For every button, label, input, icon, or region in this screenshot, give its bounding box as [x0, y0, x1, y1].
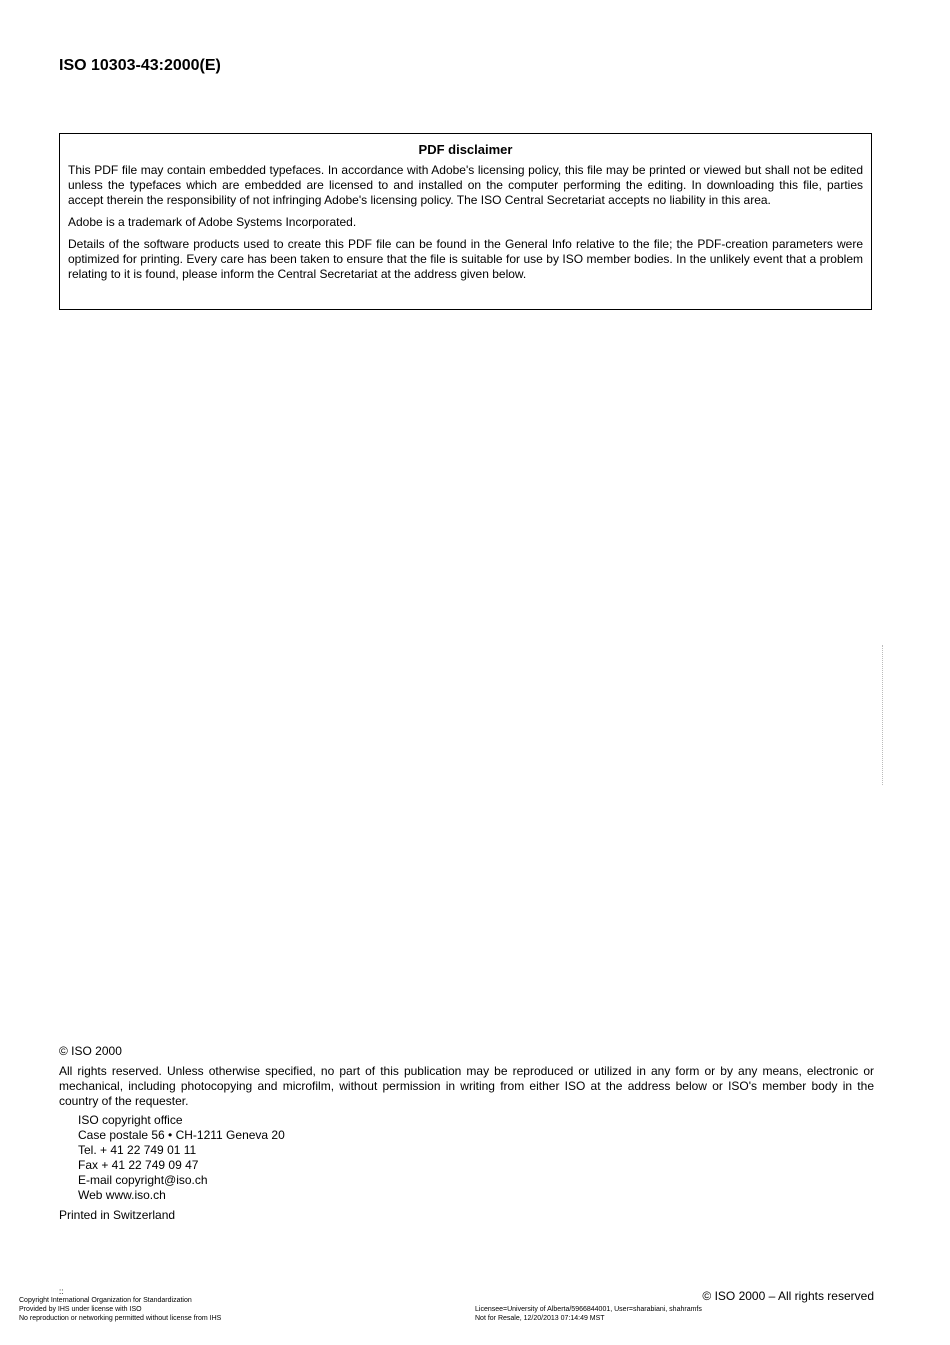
footer-left-line: Copyright International Organization for Standardization: [19, 1297, 192, 1304]
office-fax: Fax + 41 22 749 09 47: [78, 1158, 199, 1172]
printed-location: Printed in Switzerland: [59, 1208, 176, 1222]
side-margin-mark: [882, 645, 886, 785]
footer-left-line: No reproduction or networking permitted without license from IHS: [19, 1315, 222, 1322]
rights-statement: All rights reserved. Unless otherwise specified, no part of this publication may be reproduced or utilized in any form or by any means, electronic or mechanical, including photocopying and microfilm, without permission in writing from either ISO at the address below or ISO's member body in the country of the requester.: [59, 1064, 874, 1108]
footer-licensee: [475, 1305, 702, 1323]
pdf-disclaimer-box: [59, 133, 872, 310]
footer-center-line: Not for Resale, 12/20/2013 07:14:49 MST: [475, 1315, 605, 1322]
disclaimer-paragraph: Details of the software products used to create this PDF file can be found in the General Info relative to the file; the PDF-creation parameters were optimized for printing. Every care has been taken to ensure that the file is suitable for use by ISO member bodies. In the unlikely event that a problem relating to it is found, please inform the Central Secretariat at the address given below.: [68, 237, 863, 281]
office-postal: Case postale 56 • CH-1211 Geneva 20: [78, 1128, 285, 1142]
disclaimer-paragraph: This PDF file may contain embedded typefaces. In accordance with Adobe's licensing policy, this file may be printed or viewed but shall not be edited unless the typefaces which are embedded are licensed to and installed on the computer performing the editing. In downloading this file, parties accept therein the responsibility of not infringing Adobe's licensing policy. The ISO Central Secretariat accepts no liability in this area.: [68, 163, 863, 207]
footer-copyright: © ISO 2000 – All rights reserved: [702, 1289, 874, 1303]
copyright-notice: [59, 1044, 874, 1223]
footer-marks: ::: [59, 1287, 64, 1296]
office-email: E-mail copyright@iso.ch: [78, 1173, 208, 1187]
office-web: Web www.iso.ch: [78, 1188, 166, 1202]
footer-license-left: [19, 1288, 221, 1323]
copyright-office-address: [78, 1113, 874, 1203]
document-id: ISO 10303-43:2000(E): [59, 57, 221, 74]
footer-center-line: Licensee=University of Alberta/5966844001, User=sharabiani, shahramfs: [475, 1306, 702, 1313]
disclaimer-title: PDF disclaimer: [418, 142, 513, 157]
footer-left-line: Provided by IHS under license with ISO: [19, 1306, 142, 1313]
office-name: ISO copyright office: [78, 1113, 183, 1127]
copyright-year: © ISO 2000: [59, 1044, 122, 1058]
office-tel: Tel. + 41 22 749 01 11: [78, 1143, 197, 1157]
disclaimer-paragraph: Adobe is a trademark of Adobe Systems Incorporated.: [68, 215, 357, 229]
